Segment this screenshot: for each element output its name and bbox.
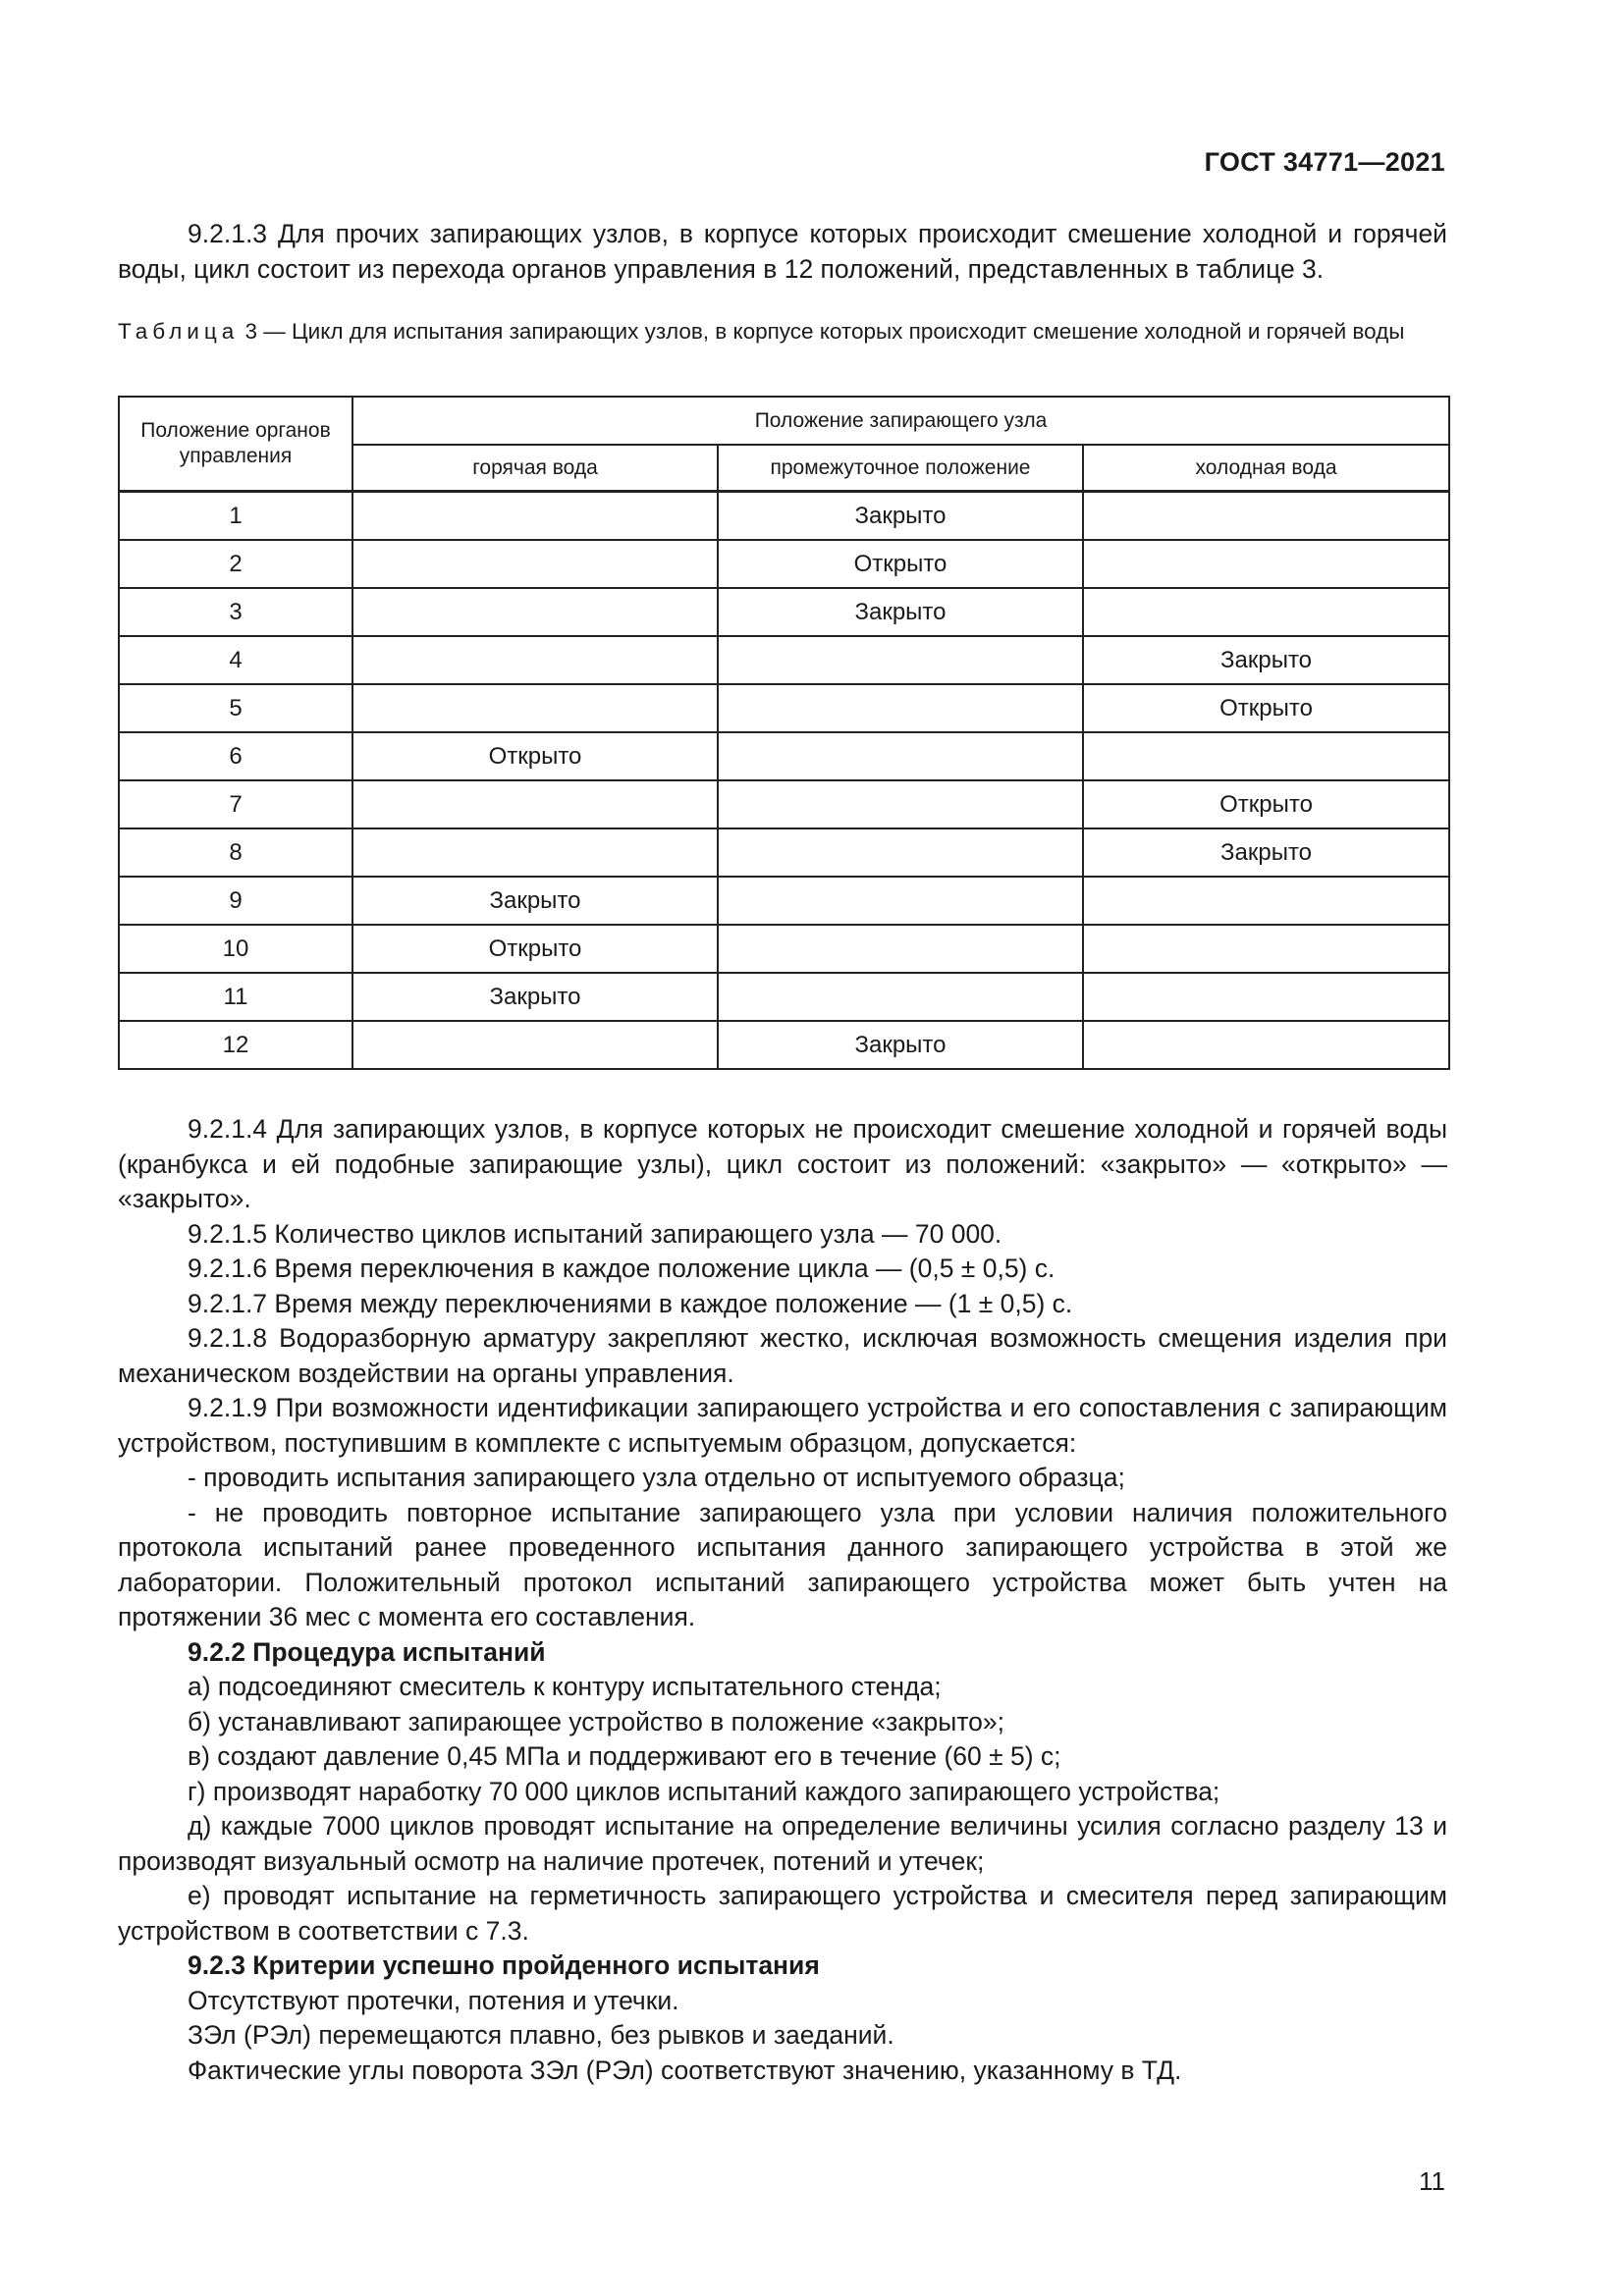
- table-row: [119, 973, 1449, 1021]
- paragraph-9-2-1-5: 9.2.1.5 Количество циклов испытаний запирающего узла — 70 000.: [188, 1218, 1002, 1249]
- paragraph-9-2-1-8: 9.2.1.8 Водоразборную арматуру закрепляют жестко, исключая возможность смещения изделия при механическом воздействии на органы управления.: [118, 1323, 1447, 1388]
- paragraph-9-2-1-6: 9.2.1.6 Время переключения в каждое положение цикла — (0,5 ± 0,5) с.: [188, 1254, 1056, 1283]
- col-header-valve-position: Положение запирающего узла: [352, 397, 1449, 445]
- table-caption: [118, 316, 1447, 347]
- cell-hot-water: Открыто: [352, 925, 718, 973]
- col-header-control-position: Положение органов управления: [119, 397, 352, 492]
- criterion-1: Отсутствуют протечки, потения и утечки.: [188, 1985, 679, 2015]
- list-item-a: а) подсоединяют смеситель к контуру испытательного стенда;: [188, 1672, 942, 1701]
- cell-position-number: 8: [119, 828, 352, 877]
- table-row: [119, 1021, 1449, 1069]
- cell-position-number: 6: [119, 732, 352, 780]
- table-row: [119, 828, 1449, 877]
- cell-position-number: 7: [119, 780, 352, 828]
- cell-position-number: 2: [119, 540, 352, 588]
- cell-cold-water: [1083, 588, 1449, 636]
- table-row: [119, 540, 1449, 588]
- cell-intermediate: [718, 732, 1083, 780]
- cell-intermediate: [718, 877, 1083, 925]
- cell-cold-water: Закрыто: [1083, 636, 1449, 684]
- table-row: [119, 732, 1449, 780]
- cell-hot-water: [352, 780, 718, 828]
- cell-hot-water: [352, 588, 718, 636]
- col-header-cold-water: холодная вода: [1083, 445, 1449, 492]
- standard-header: ГОСТ 34771—2021: [1204, 147, 1445, 177]
- cell-hot-water: Закрыто: [352, 877, 718, 925]
- cell-hot-water: [352, 1021, 718, 1069]
- cell-position-number: 3: [119, 588, 352, 636]
- cell-cold-water: [1083, 540, 1449, 588]
- paragraph-9-2-1-4: 9.2.1.4 Для запирающих узлов, в корпусе которых не происходит смешение холодной и горячей воды (кранбукса и ей подобные запирающие узлы), цикл состоит из положений: «закрыто» — «открыто» — «закрыто».: [118, 1114, 1447, 1213]
- cell-intermediate: [718, 780, 1083, 828]
- paragraph-9-2-1-3: 9.2.1.3 Для прочих запирающих узлов, в корпусе которых происходит смешение холодной и горячей воды, цикл состоит из перехода органов управления в 12 положений, представленных в таблице 3.: [118, 219, 1447, 284]
- cell-intermediate: Закрыто: [718, 492, 1083, 541]
- table-caption-text: 3 — Цикл для испытания запирающих узлов, в корпусе которых происходит смешение холодной и горячей воды: [244, 319, 1405, 344]
- cell-position-number: 9: [119, 877, 352, 925]
- table-row: [119, 925, 1449, 973]
- table-row: [119, 780, 1449, 828]
- cell-position-number: 4: [119, 636, 352, 684]
- cell-intermediate: [718, 973, 1083, 1021]
- cell-position-number: 10: [119, 925, 352, 973]
- criterion-2: ЗЭл (РЭл) перемещаются плавно, без рывков и заеданий.: [188, 2020, 894, 2050]
- paragraph-9-2-1-7: 9.2.1.7 Время между переключениями в каждое положение — (1 ± 0,5) с.: [188, 1288, 1073, 1318]
- cell-position-number: 1: [119, 492, 352, 541]
- cell-hot-water: [352, 492, 718, 541]
- col-header-intermediate: промежуточное положение: [718, 445, 1083, 492]
- page-number: 11: [1419, 2166, 1445, 2196]
- cell-cold-water: [1083, 492, 1449, 541]
- cell-hot-water: Открыто: [352, 732, 718, 780]
- list-item-e: е) проводят испытание на герметичность запирающего устройства и смесителя перед запирающим устройством в соответствии с 7.3.: [118, 1881, 1447, 1946]
- col-header-hot-water: горячая вода: [352, 445, 718, 492]
- table-row: [119, 636, 1449, 684]
- cell-hot-water: Закрыто: [352, 973, 718, 1021]
- list-item-b: б) устанавливают запирающее устройство в положение «закрыто»;: [188, 1706, 1005, 1736]
- heading-9-2-2: 9.2.2 Процедура испытаний: [188, 1636, 546, 1667]
- list-dash-item: - проводить испытания запирающего узла отдельно от испытуемого образца;: [188, 1463, 1125, 1492]
- cell-cold-water: [1083, 877, 1449, 925]
- list-item-v: в) создают давление 0,45 МПа и поддерживают его в течение (60 ± 5) с;: [188, 1741, 1061, 1771]
- cell-intermediate: [718, 828, 1083, 877]
- list-dash-item: - не проводить повторное испытание запирающего узла при условии наличия положительного протокола испытаний ранее проведенного испытания данного запирающего устройства в этой же лаборатории. Положительный протокол испытаний запирающего устройства может быть учтен на протяжении 36 мес с момента его составления.: [118, 1497, 1447, 1631]
- cell-cold-water: [1083, 732, 1449, 780]
- cell-intermediate: [718, 925, 1083, 973]
- cell-hot-water: [352, 828, 718, 877]
- table-row: [119, 684, 1449, 732]
- cell-cold-water: [1083, 925, 1449, 973]
- cell-position-number: 12: [119, 1021, 352, 1069]
- table-caption-label: Таблица: [118, 319, 240, 344]
- paragraph-9-2-1-9: 9.2.1.9 При возможности идентификации запирающего устройства и его сопоставления с запирающим устройством, поступившим в комплекте с испытуемым образцом, допускается:: [118, 1393, 1447, 1458]
- cell-intermediate: [718, 684, 1083, 732]
- cell-cold-water: Открыто: [1083, 684, 1449, 732]
- intro-section: [118, 217, 1447, 287]
- cell-intermediate: Закрыто: [718, 588, 1083, 636]
- cell-position-number: 11: [119, 973, 352, 1021]
- table-row: [119, 588, 1449, 636]
- table-row: [119, 877, 1449, 925]
- cycle-table: [118, 396, 1450, 1070]
- cell-cold-water: Закрыто: [1083, 828, 1449, 877]
- cell-cold-water: [1083, 973, 1449, 1021]
- table-row: [119, 492, 1449, 541]
- cell-cold-water: [1083, 1021, 1449, 1069]
- cell-intermediate: Закрыто: [718, 1021, 1083, 1069]
- cell-intermediate: [718, 636, 1083, 684]
- cell-cold-water: Открыто: [1083, 780, 1449, 828]
- list-item-g: г) производят наработку 70 000 циклов испытаний каждого запирающего устройства;: [188, 1776, 1220, 1806]
- cell-position-number: 5: [119, 684, 352, 732]
- cell-hot-water: [352, 636, 718, 684]
- heading-9-2-3: 9.2.3 Критерии успешно пройденного испытания: [188, 1950, 820, 1980]
- list-item-d: д) каждые 7000 циклов проводят испытание на определение величины усилия согласно разделу 13 и производят визуальный осмотр на наличие протечек, потений и утечек;: [118, 1811, 1447, 1876]
- cell-hot-water: [352, 684, 718, 732]
- body-section: [118, 1112, 1447, 2088]
- criterion-3: Фактические углы поворота ЗЭл (РЭл) соответствуют значению, указанному в ТД.: [188, 2055, 1182, 2085]
- cell-hot-water: [352, 540, 718, 588]
- cell-intermediate: Открыто: [718, 540, 1083, 588]
